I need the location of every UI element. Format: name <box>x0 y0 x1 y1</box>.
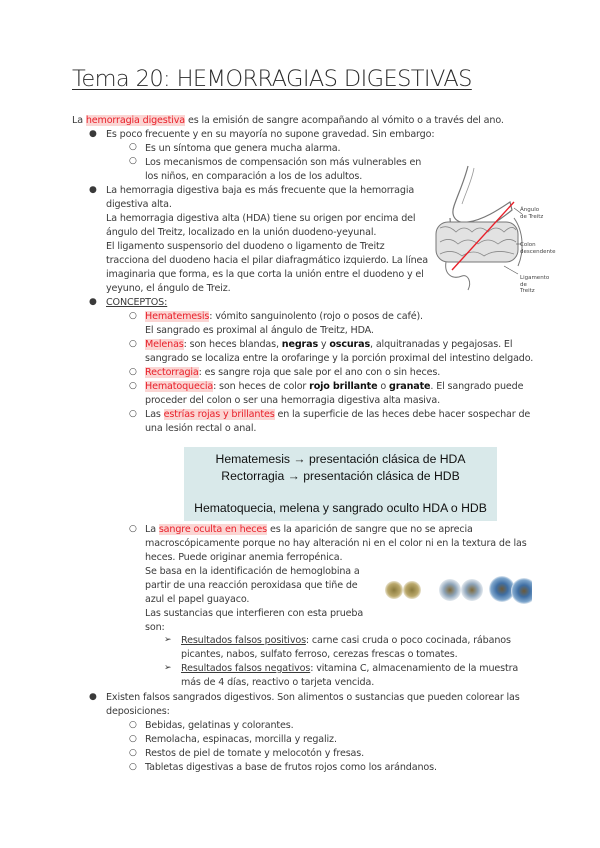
summary-box <box>184 447 497 521</box>
paragraph-line: Las sustancias que interfieren con esta prueba <box>145 608 364 619</box>
paragraph-line: picantes, nabos, sulfato ferroso, cerezas frescas o tomates. <box>181 649 458 660</box>
summary-line: Rectorragia → presentación clásica de HDB <box>221 469 460 483</box>
circle-bullet-icon: ○ <box>129 734 137 744</box>
paragraph-line: ángulo del Treitz, localizado en la unión duodeno-yeyunal. <box>106 227 377 238</box>
bullet-text: Es poco frecuente y en su mayoría no supone gravedad. Sin embargo: <box>106 129 435 140</box>
circle-bullet-icon: ○ <box>129 762 137 772</box>
intro-paragraph: La hemorragia digestiva es la emisión de sangre acompañando al vómito o a través del ano. <box>72 115 504 126</box>
concept-hematemesis: Hematemesis: vómito sanguinolento (rojo o posos de café). <box>145 311 423 322</box>
paragraph-line: tracciona del duodeno hacia el pilar diafragmático izquierdo. La línea <box>106 255 428 266</box>
circle-bullet-icon: ○ <box>129 142 137 152</box>
concept-line: proceder del colon o ser una hemorragia digestiva alta masiva. <box>145 395 440 406</box>
circle-bullet-icon: ○ <box>129 748 137 758</box>
figure-label-colon: Colon descendente <box>520 242 556 255</box>
paragraph-line: El ligamento suspensorio del duodeno o ligamento de Treitz <box>106 241 385 252</box>
section-heading-conceptos: CONCEPTOS: <box>106 297 168 308</box>
concept-line: El sangrado es proximal al ángulo de Treitz, HDA. <box>145 325 374 336</box>
summary-line: Hematoquecia, melena y sangrado oculto HDA o HDB <box>194 501 487 515</box>
concept-hematoquecia: Hematoquecia: son heces de color rojo brillante o granate. El sangrado puede <box>145 381 524 392</box>
circle-bullet-icon: ○ <box>129 311 137 321</box>
paragraph-line: Se basa en la identificación de hemoglobina a <box>145 566 360 577</box>
circle-bullet-icon: ○ <box>129 156 137 166</box>
bullet-icon: ● <box>89 692 97 702</box>
paragraph-line: más de 4 días, reactivo o tarjeta vencida. <box>181 677 375 688</box>
sub-bullet-text: Remolacha, espinacas, morcilla y regaliz. <box>145 734 337 745</box>
arrow-bullet-icon: ➢ <box>164 663 172 673</box>
paragraph-line: macroscópicamente porque no hay alteración ni en el color ni en la textura de las <box>145 538 527 549</box>
paragraph-line: son: <box>145 622 165 633</box>
circle-bullet-icon: ○ <box>129 339 137 349</box>
bullet-icon: ● <box>89 297 97 307</box>
sub-bullet-text: Bebidas, gelatinas y colorantes. <box>145 720 294 731</box>
paragraph-line: heces. Puede originar anemia ferropénica. <box>145 552 343 563</box>
paragraph-line: digestiva alta. <box>106 199 172 210</box>
concept-line: una lesión rectal o anal. <box>145 423 257 434</box>
bullet-icon: ● <box>89 185 97 195</box>
paragraph-line: azul el papel guayaco. <box>145 594 250 605</box>
circle-bullet-icon: ○ <box>129 720 137 730</box>
bullet-icon: ● <box>89 129 97 139</box>
false-negatives: Resultados falsos negativos: vitamina C, almacenamiento de la muestra <box>181 663 519 674</box>
sub-bullet-text: Es un síntoma que genera mucha alarma. <box>145 143 341 154</box>
circle-bullet-icon: ○ <box>129 524 137 534</box>
circle-bullet-icon: ○ <box>129 381 137 391</box>
sub-bullet-text: los niños, en comparación a los de los adultos. <box>145 171 363 182</box>
summary-line: Hematemesis → presentación clásica de HDA <box>215 452 466 466</box>
guaiac-test-image <box>382 568 532 612</box>
figure-label-treitz-angle: Ángulo de Treitz <box>520 207 544 220</box>
concept-estrias: Las estrías rojas y brillantes en la superficie de las heces debe hacer sospechar de <box>145 409 531 420</box>
term-hemorragia-digestiva: hemorragia digestiva <box>85 115 186 126</box>
concept-melenas: Melenas: son heces blandas, negras y oscuras, alquitranadas y pegajosas. El <box>145 339 513 350</box>
sub-bullet-text: Los mecanismos de compensación son más vulnerables en <box>145 157 422 168</box>
circle-bullet-icon: ○ <box>129 367 137 377</box>
concept-sangre-oculta: La sangre oculta en heces es la aparición de sangre que no se aprecia <box>145 524 473 535</box>
paragraph-line: partir de una reacción peroxidasa que tiñe de <box>145 580 358 591</box>
paragraph-line: deposiciones: <box>106 706 170 717</box>
paragraph-line: La hemorragia digestiva baja es más frecuente que la hemorragia <box>106 185 415 196</box>
sub-bullet-text: Tabletas digestivas a base de frutos rojos como los arándanos. <box>145 762 437 773</box>
sub-bullet-text: Restos de piel de tomate y melocotón y fresas. <box>145 748 365 759</box>
paragraph-line: La hemorragia digestiva alta (HDA) tiene su origen por encima del <box>106 213 416 224</box>
paragraph-line: yeyuno, el ángulo de Treiz. <box>106 283 231 294</box>
paragraph-line: Existen falsos sangrados digestivos. Son alimentos o sustancias que pueden colorear las <box>106 692 520 703</box>
page-title: Tema 20: HEMORRAGIAS DIGESTIVAS <box>72 66 472 92</box>
false-positives: Resultados falsos positivos: carne casi cruda o poco cocinada, rábanos <box>181 635 511 646</box>
arrow-bullet-icon: ➢ <box>164 635 172 645</box>
concept-rectorragia: Rectorragia: es sangre roja que sale por el ano con o sin heces. <box>145 367 441 378</box>
circle-bullet-icon: ○ <box>129 409 137 419</box>
concept-line: sangrado se localiza entre la orofaringe y la porción proximal del intestino delgado. <box>145 353 534 364</box>
paragraph-line: imaginaria que forma, es la que corta la unión entre el duodeno y el <box>106 269 424 280</box>
figure-label-ligament: Ligamento de Treitz <box>520 275 550 294</box>
duodenum-illustration <box>428 162 538 292</box>
